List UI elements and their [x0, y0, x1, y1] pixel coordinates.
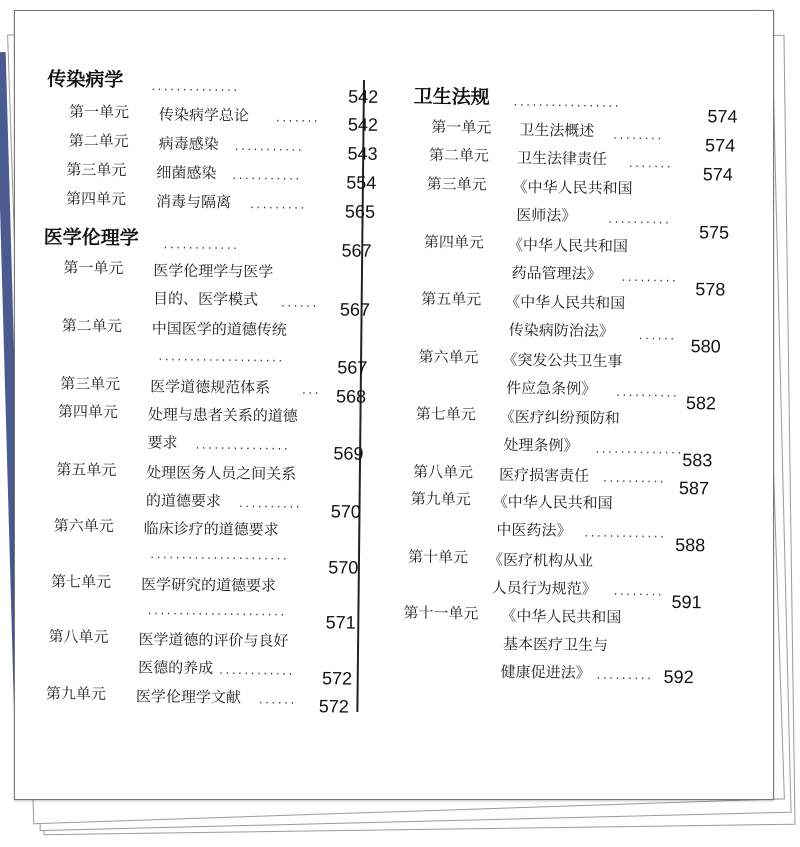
unit-title: 药品管理法》 [511, 263, 602, 284]
unit-page: 565 [344, 201, 376, 222]
unit-number: 第九单元 [410, 489, 471, 509]
unit-title: 医德的养成 [138, 658, 214, 678]
unit-number: 第八单元 [412, 462, 474, 482]
leader-dots: ··········· [234, 142, 305, 158]
unit-number: 第五单元 [421, 289, 482, 309]
unit-number: 第四单元 [57, 402, 118, 422]
unit-page: 572 [321, 668, 353, 689]
unit-title: 的道德要求 [145, 491, 222, 511]
unit-title: 消毒与隔离 [155, 192, 232, 212]
unit-number: 第三单元 [426, 174, 487, 194]
unit-page: 592 [663, 666, 694, 688]
leader-dots: ············· [584, 528, 667, 544]
leader-dots: ······ [258, 695, 297, 711]
unit-title: 卫生法概述 [519, 120, 595, 140]
leader-dots: ········· [621, 273, 679, 288]
unit-title: 医学伦理学与医学 [153, 261, 274, 281]
unit-page: 575 [698, 222, 730, 243]
leader-dots: ···················· [158, 352, 285, 368]
unit-number: 第十单元 [407, 547, 469, 567]
leader-dots: ··· [302, 386, 322, 401]
unit-page: 542 [347, 114, 379, 135]
leader-dots: ············ [219, 666, 295, 682]
leader-dots: ······· [275, 113, 321, 129]
leader-dots: ······················ [147, 606, 287, 622]
unit-number: 第二单元 [61, 316, 122, 336]
unit-title: 病毒感染 [158, 134, 219, 154]
unit-page: 571 [325, 612, 356, 633]
section-title: 医学伦理学 [43, 226, 139, 250]
unit-page: 569 [333, 443, 364, 464]
unit-page: 570 [330, 501, 361, 522]
unit-page: 574 [702, 164, 733, 185]
unit-title: 《中华人民共和国 [492, 492, 613, 513]
unit-number: 第四单元 [66, 189, 127, 209]
unit-number: 第三单元 [66, 160, 127, 180]
leader-dots: ······· [628, 159, 674, 174]
unit-number: 第一单元 [68, 102, 130, 122]
leader-dots: ············ [163, 240, 240, 256]
unit-title: 《中华人民共和国 [507, 235, 629, 256]
section-page: 567 [341, 240, 372, 261]
unit-number: 第六单元 [53, 516, 114, 536]
unit-title: 目的、医学模式 [152, 289, 259, 309]
unit-title: 传染病防治法》 [508, 320, 614, 341]
unit-title: 卫生法律责任 [516, 148, 608, 169]
unit-title: 医学道德的评价与良好 [138, 630, 289, 650]
leader-dots: ·········· [615, 388, 680, 403]
paper-sheet-front [14, 10, 774, 800]
unit-page: 583 [682, 450, 713, 471]
unit-number: 第三单元 [60, 374, 121, 394]
unit-number: 第一单元 [63, 258, 124, 278]
leader-dots: ················· [513, 97, 622, 114]
unit-title: 医疗损害责任 [498, 465, 590, 485]
unit-title: 《中华人民共和国 [501, 606, 622, 627]
unit-page: 567 [337, 357, 368, 378]
unit-page: 588 [675, 534, 706, 556]
unit-title: 处理医务人员之间关系 [146, 463, 297, 484]
leader-dots: ·········· [238, 499, 303, 515]
section-page: 542 [348, 86, 379, 107]
leader-dots: ··············· [195, 440, 291, 456]
unit-number: 第九单元 [45, 684, 107, 704]
unit-page: 578 [695, 279, 726, 300]
unit-title: 中医药法》 [496, 520, 572, 540]
leader-dots: ········ [613, 131, 664, 146]
unit-title: 处理条例》 [503, 435, 579, 455]
section-title: 卫生法规 [413, 85, 490, 109]
unit-title: 医学研究的道德要求 [140, 575, 277, 595]
unit-title: 处理与患者关系的道德 [147, 405, 298, 426]
unit-title: 《医疗机构从业 [487, 550, 594, 570]
unit-title: 基本医疗卫生与 [502, 634, 609, 655]
unit-page: 574 [704, 135, 736, 156]
leader-dots: ··········· [232, 171, 302, 187]
leader-dots: ······ [638, 331, 677, 346]
unit-title: 医学道德规范体系 [150, 377, 271, 397]
unit-page: 572 [318, 696, 349, 717]
leader-dots: ········· [249, 200, 307, 216]
unit-number: 第七单元 [50, 572, 112, 592]
unit-number: 第一单元 [431, 117, 492, 137]
unit-number: 第十一单元 [403, 603, 479, 623]
unit-number: 第七单元 [415, 404, 476, 424]
unit-title: 医师法》 [516, 205, 577, 225]
leader-dots: ·········· [602, 474, 667, 489]
leader-dots: ······················ [150, 550, 290, 566]
unit-page: 568 [335, 386, 367, 407]
section-page: 574 [707, 106, 738, 127]
unit-page: 543 [347, 143, 378, 164]
unit-title: 人员行为规范》 [491, 578, 597, 598]
section-title: 传染病学 [47, 68, 124, 92]
unit-page: 570 [328, 557, 359, 578]
unit-number: 第四单元 [423, 232, 485, 252]
leader-dots: ·············· [595, 444, 684, 461]
unit-number: 第六单元 [418, 347, 479, 367]
unit-number: 第八单元 [48, 627, 109, 647]
unit-page: 567 [339, 299, 371, 320]
unit-page: 554 [346, 172, 377, 193]
unit-title: 中国医学的道德传统 [151, 319, 287, 339]
unit-page: 582 [685, 393, 717, 414]
unit-number: 第五单元 [56, 460, 117, 480]
leader-dots: ······ [280, 298, 319, 314]
unit-number: 第二单元 [68, 131, 129, 151]
unit-page: 587 [678, 477, 710, 499]
unit-number: 第二单元 [428, 145, 490, 165]
leader-dots: ·············· [151, 82, 240, 98]
unit-page: 591 [671, 591, 702, 613]
unit-title: 件应急条例》 [506, 378, 597, 398]
unit-title: 要求 [147, 433, 178, 452]
unit-title: 《突发公共卫生事 [502, 350, 623, 371]
unit-title: 健康促进法》 [500, 662, 591, 682]
unit-title: 传染病学总论 [158, 105, 250, 125]
unit-title: 《医疗纠纷预防和 [499, 407, 620, 428]
unit-page: 580 [690, 336, 721, 357]
unit-title: 《中华人民共和国 [505, 292, 626, 313]
unit-title: 临床诊疗的道德要求 [143, 519, 279, 539]
unit-title: 医学伦理学文献 [135, 687, 241, 707]
leader-dots: ·········· [608, 215, 672, 230]
unit-title: 《中华人民共和国 [512, 177, 633, 198]
leader-dots: ········ [613, 587, 665, 602]
unit-title: 细菌感染 [156, 163, 217, 183]
leader-dots: ········· [596, 670, 654, 686]
